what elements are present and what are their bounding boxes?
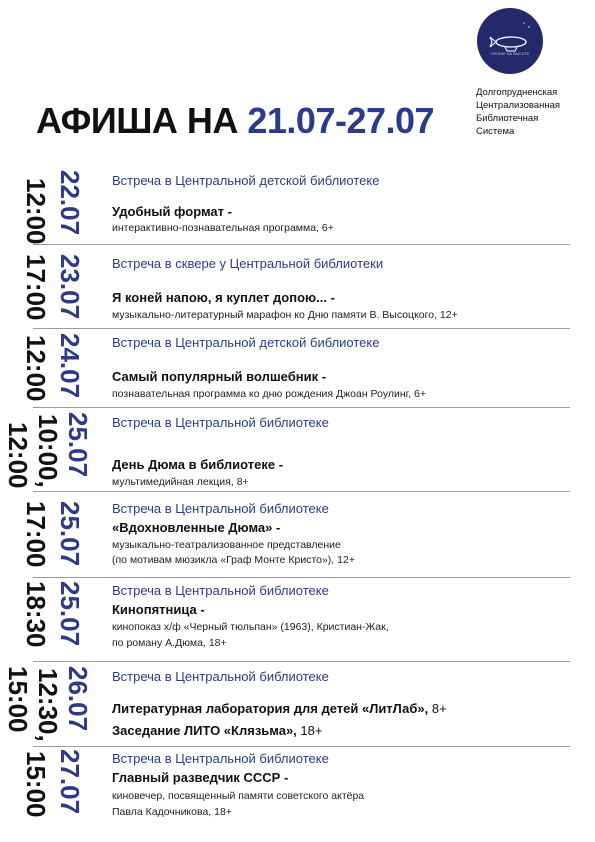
event-date: 22.07: [55, 170, 85, 236]
divider: [33, 328, 570, 329]
event-description: Павла Кадочникова, 18+: [112, 806, 232, 818]
event-item: [0, 499, 595, 579]
divider: [33, 577, 570, 578]
divider: [33, 661, 570, 662]
event-description: музыкально-литературный марафон ко Дню памяти В. Высоцкого, 12+: [112, 309, 458, 321]
event-description: познавательная программа ко дню рождения Джоан Роулинг, 6+: [112, 388, 426, 400]
event-item: [0, 581, 595, 663]
event-age-rating: 18+: [296, 723, 323, 738]
event-title: Главный разведчик СССР -: [112, 770, 289, 785]
event-description: мультимедийная лекция, 8+: [112, 476, 249, 488]
event-title-main: Литературная лаборатория для детей «ЛитЛаб»,: [112, 701, 429, 716]
event-venue: Встреча в Центральной библиотеке: [112, 501, 329, 516]
org-line: Система: [476, 126, 515, 137]
event-venue: Встреча в Центральной детской библиотеке: [112, 173, 380, 188]
event-venue: Встреча в Центральной библиотеке: [112, 669, 329, 684]
event-time: 17:00: [21, 254, 51, 321]
event-date: 24.07: [55, 333, 85, 399]
event-item: [0, 412, 595, 493]
event-venue: Встреча в Центральной детской библиотеке: [112, 335, 380, 350]
event-time: 18:30: [21, 581, 51, 648]
event-age-rating: 8+: [428, 701, 447, 716]
event-description: по роману А.Дюма, 18+: [112, 637, 227, 649]
event-title: Удобный формат -: [112, 204, 232, 219]
event-venue: Встреча в сквере у Центральной библиотеки: [112, 256, 384, 271]
event-description: киновечер, посвященный памяти советского актёра: [112, 790, 365, 802]
divider: [33, 491, 570, 492]
event-time: 17:00: [21, 501, 51, 568]
event-venue: Встреча в Центральной библиотеке: [112, 583, 329, 598]
event-title-second: [112, 723, 322, 738]
event-date: 25.07: [55, 581, 85, 647]
event-description: музыкально-театрализованное представление: [112, 539, 341, 551]
event-title: «Вдохновленные Дюма» -: [112, 520, 281, 535]
event-time: 10:00,: [33, 414, 63, 488]
event-date: 23.07: [55, 254, 85, 320]
logo-caption: ЧТЕНИЕ НА ВЫСОТЕ: [490, 52, 530, 56]
event-time: 12:00: [21, 178, 51, 245]
event-title: [112, 701, 447, 716]
event-time: 12:30,: [33, 668, 63, 742]
airship-icon: [477, 8, 543, 74]
event-title: Кинопятница -: [112, 602, 205, 617]
event-item: [0, 170, 595, 246]
event-time-second: 12:00: [3, 422, 33, 489]
event-title: День Дюма в библиотеке -: [112, 457, 284, 472]
org-line: Долгопрудненская: [476, 87, 558, 98]
event-venue: Встреча в Центральной библиотеке: [112, 415, 329, 430]
divider: [33, 746, 570, 747]
event-description: кинопоказ х/ф «Черный тюльпан» (1963), Кристиан-Жак,: [112, 621, 389, 633]
event-time-second: 15:00: [3, 666, 33, 733]
event-time: 15:00: [21, 751, 51, 818]
event-description: (по мотивам мюзикла «Граф Монте Кристо»), 12+: [112, 554, 355, 566]
event-item: [0, 666, 595, 748]
event-venue: Встреча в Центральной библиотеке: [112, 751, 329, 766]
org-line: Библиотечная: [476, 113, 539, 124]
org-line: Централизованная: [476, 100, 561, 111]
event-item: [0, 749, 595, 829]
event-date: 25.07: [63, 412, 93, 478]
event-title: Самый популярный волшебник -: [112, 369, 327, 384]
logo: [477, 8, 543, 74]
organization-name: [476, 86, 560, 138]
event-date: 25.07: [55, 501, 85, 567]
event-item: [0, 333, 595, 409]
page-title: [36, 100, 434, 142]
event-title-main: Заседание ЛИТО «Клязьма»,: [112, 723, 297, 738]
title-prefix: АФИША НА: [36, 100, 248, 141]
event-description: интерактивно-познавательная программа, 6+: [112, 222, 334, 234]
event-date: 27.07: [55, 749, 85, 815]
divider: [33, 407, 570, 408]
event-time: 12:00: [21, 335, 51, 402]
event-date: 26.07: [63, 666, 93, 732]
divider: [33, 244, 570, 245]
title-dates: 21.07-27.07: [247, 100, 435, 141]
event-title: Я коней напою, я куплет допою... -: [112, 290, 335, 305]
event-item: [0, 254, 595, 330]
